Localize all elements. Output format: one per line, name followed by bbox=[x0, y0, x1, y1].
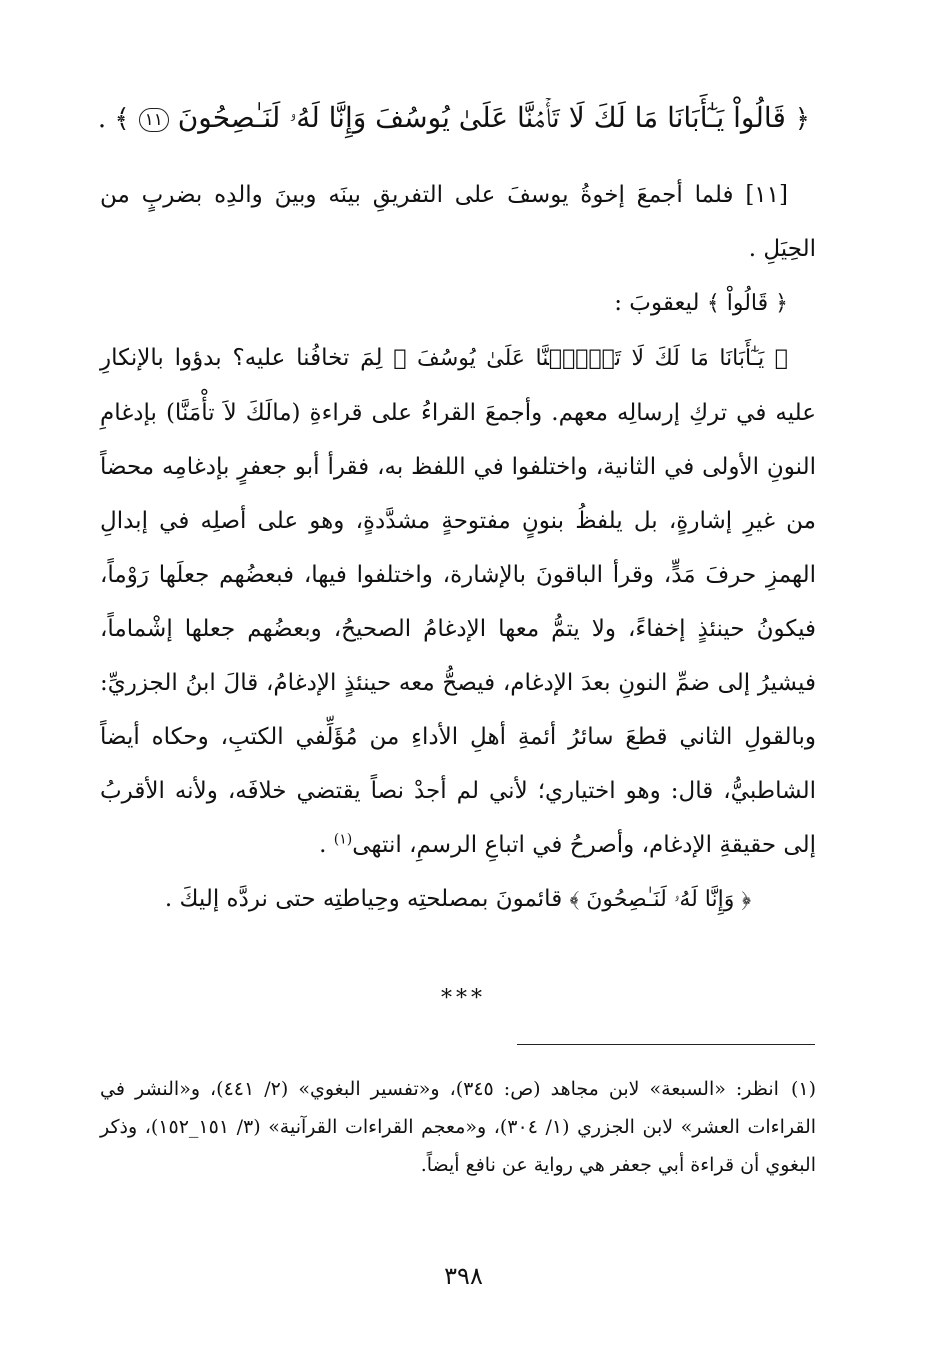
footnote bbox=[100, 1070, 816, 1184]
footnote-marker: (١) bbox=[790, 1078, 817, 1100]
paragraph-text: قائمونَ بمصلحتِه وحِياطتِه حتى نردَّه إليكَ . bbox=[164, 886, 570, 912]
ayah-number-marker: ١١ bbox=[139, 108, 169, 132]
footnote-entry bbox=[100, 1070, 816, 1184]
footnote-divider bbox=[517, 1044, 815, 1045]
paragraph-qalu bbox=[100, 276, 816, 331]
paragraph-text: لِمَ تخافُنا عليه؟ بدؤوا بالإنكارِ عليه في تركِ إرسالِه معهم. وأجمعَ القراءُ على قراءةِ (مالَكَ لاَ تأْمَنَّا) بإدغامِ النونِ الأولى في الثانية، واختلفوا في اللفظ به، فقرأ أبو جعفرٍ بإدغامِه محضاً من غيرِ إشارةٍ، بل يلفظُ بنونٍ مفتوحةٍ مشدَّدةٍ، وهو على أصلِه في إبدالِ الهمزِ حرفَ مَدٍّ، وقرأ الباقونَ بالإشارة، واختلفوا فيها، فبعضُهم جعلَها رَوْماً، فيكونُ حينئذٍ إخفاءً، ولا يتمُّ معها الإدغامُ الصحيحُ، وبعضُهم جعلها إشْماماً، فيشيرُ إلى ضمِّ النونِ بعدَ الإدغام، فيصحُّ معه حينئذٍ الإدغامُ، قالَ ابنُ الجزريِّ: وبالقولِ الثاني قطعَ سائرُ أئمةِ أهلِ الأداءِ من مُؤَلِّفي الكتبِ، وحكاه أيضاً الشاطبيُّ، قال: وهو اختياري؛ لأني لم أجدْ نصاً يقتضي خلافَه، ولأنه الأقربُ إلى حقيقةِ الإدغام، وأصرحُ في اتباعِ الرسمِ، انتهى bbox=[100, 345, 817, 858]
paragraph-text: ليعقوبَ : bbox=[614, 290, 707, 316]
footnote-reference[interactable]: (١) bbox=[333, 831, 353, 848]
section-separator: *** bbox=[441, 986, 486, 1011]
verse-close-ornament: ﴾ . bbox=[97, 104, 130, 134]
quran-quote: ﴿ قَالُواْ ﴾ bbox=[706, 291, 788, 316]
footnote-text: انظر: «السبعة» لابن مجاهد (ص: ٣٤٥)، و«تفسير البغوي» (٢/ ٤٤١)، و«النشر في القراءات العشر» لابن الجزري (١/ ٣٠٤)، و«معجم القراءات القرآنية» (٣/ ١٥١_١٥٢)، وذكر البغوي أن قراءة أبي جعفر هي رواية عن نافع أيضاً. bbox=[100, 1078, 817, 1176]
paragraph-closing bbox=[100, 872, 816, 927]
quran-quote: ﴿ يَـٰٓأَبَانَا مَا لَكَ لَا تَأۡمَ۬نَّا عَلَىٰ يُوسُفَ ﴾ bbox=[393, 346, 788, 371]
paragraph-main bbox=[100, 331, 816, 872]
paragraph-end: . bbox=[319, 832, 334, 858]
commentary-body bbox=[100, 168, 816, 927]
paragraph-intro: [١١] فلما أجمعَ إخوةُ يوسفَ على التفريقِ بينَه وبينَ والدِه بضربٍ من الحِيَلِ . bbox=[100, 182, 816, 262]
verse-open-ornament: ﴿ bbox=[794, 104, 810, 134]
quran-quote: ﴿ وَإِنَّا لَهُۥ لَنَـٰصِحُونَ ﴾ bbox=[569, 887, 752, 912]
verse-text: قَالُواْ يَـٰٓأَبَانَا مَا لَكَ لَا تَأۡمَ۬نَّا عَلَىٰ يُوسُفَ وَإِنَّا لَهُۥ لَنَـٰصِحُونَ bbox=[177, 101, 786, 134]
verse-heading bbox=[97, 98, 810, 139]
page-number: ٣٩٨ bbox=[444, 1262, 483, 1290]
